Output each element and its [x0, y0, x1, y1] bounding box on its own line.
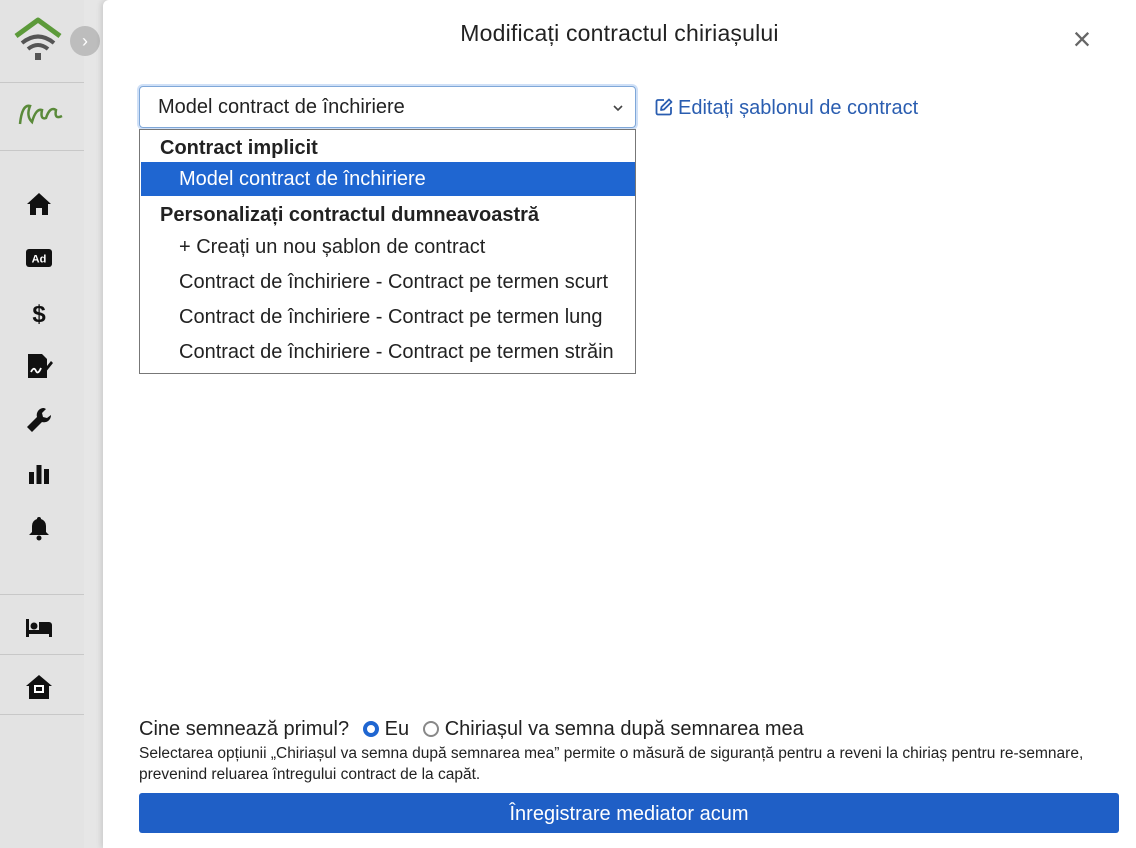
edit-template-link[interactable]: [655, 95, 918, 121]
ad-icon[interactable]: [24, 243, 54, 273]
radio-me-label[interactable]: Eu: [384, 718, 410, 740]
contract-sign-icon[interactable]: [24, 351, 54, 381]
bed-icon[interactable]: [24, 612, 54, 642]
dropdown-group-custom: Personalizați contractul dumneavoastră: [160, 204, 540, 226]
sidebar-divider: [0, 654, 84, 655]
svg-text:$: $: [32, 301, 46, 327]
signer-note: Selectarea opțiunii „Chiriașul va semna după semnarea mea” permite o măsură de siguranță pentru a reveni la chiriaș pentru re-semnare, prevenind reluarea întregului contract de la capăt.: [139, 745, 1084, 783]
dropdown-option-model[interactable]: Model contract de închiriere: [141, 162, 635, 196]
select-value: Model contract de închiriere: [158, 96, 405, 118]
signer-row: [139, 716, 804, 742]
wifi-house-logo-icon[interactable]: [12, 16, 64, 64]
dropdown-option-new-template[interactable]: + Creați un nou șablon de contract: [179, 236, 486, 258]
dropdown-option-foreign-term[interactable]: Contract de închiriere - Contract pe termen străin: [179, 341, 614, 363]
radio-tenant-after-label[interactable]: Chiriașul va semna după semnarea mea: [444, 718, 804, 740]
bell-icon[interactable]: [24, 513, 54, 543]
sidebar-divider: [0, 82, 84, 83]
sidebar-divider: [0, 594, 84, 595]
close-button[interactable]: ×: [1072, 21, 1092, 57]
brand-logo-icon: [16, 96, 66, 132]
sidebar-toggle-button[interactable]: ›: [70, 26, 100, 56]
submit-mediator-button[interactable]: Înregistrare mediator acum: [139, 793, 1119, 833]
dollar-icon[interactable]: [24, 297, 54, 327]
contract-template-select[interactable]: [139, 86, 636, 128]
dropdown-option-long-term[interactable]: Contract de închiriere - Contract pe termen lung: [179, 306, 603, 328]
sidebar-divider: [0, 150, 84, 151]
contract-template-dropdown: [139, 129, 636, 374]
edit-contract-modal: [103, 0, 1136, 848]
home-icon[interactable]: [24, 189, 54, 219]
svg-text:Ad: Ad: [31, 253, 47, 266]
radio-tenant-after[interactable]: [423, 721, 439, 737]
chevron-down-icon: [611, 101, 625, 115]
edit-icon: [655, 98, 673, 116]
bar-chart-icon[interactable]: [24, 459, 54, 489]
radio-me[interactable]: [363, 721, 379, 737]
house-icon[interactable]: [24, 672, 54, 702]
signer-question: Cine semnează primul?: [139, 718, 350, 740]
modal-title: Modificați contractul chiriașului: [460, 20, 779, 46]
dropdown-group-default: Contract implicit: [160, 137, 318, 159]
edit-template-label: Editați șablonul de contract: [678, 97, 919, 119]
sidebar-divider: [0, 714, 84, 715]
wrench-icon[interactable]: [24, 405, 54, 435]
dropdown-option-short-term[interactable]: Contract de închiriere - Contract pe termen scurt: [179, 271, 609, 293]
sidebar: [0, 0, 88, 848]
